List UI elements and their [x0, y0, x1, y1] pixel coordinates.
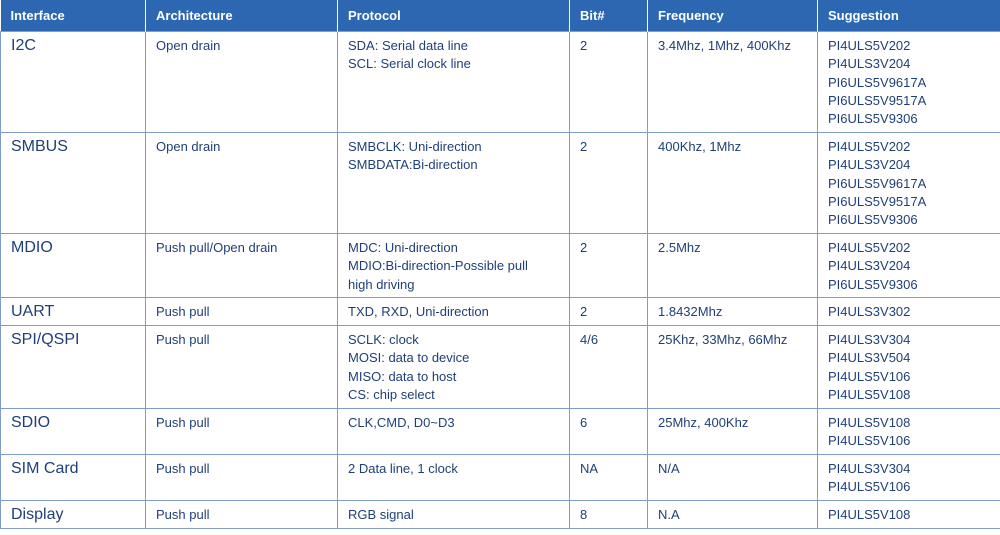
header-suggestion: Suggestion [818, 0, 1000, 32]
architecture-value: Push pull [156, 461, 210, 476]
table-row [1, 133, 1000, 234]
protocol-line: 2 Data line, 1 clock [348, 461, 458, 476]
suggestion-part-number: PI4ULS5V202 [828, 240, 911, 255]
suggestion-part-number: PI6ULS5V9306 [828, 212, 918, 228]
cell-architecture [146, 32, 338, 133]
suggestion-part-number: PI4ULS5V108 [828, 507, 911, 522]
interface-name: SPI/QSPI [11, 331, 80, 348]
table-row [1, 298, 1000, 326]
cell-interface [1, 501, 146, 529]
suggestion-part-number: PI6ULS5V9517A [828, 193, 927, 209]
architecture-value: Push pull [156, 507, 210, 522]
cell-bits [570, 501, 648, 529]
cell-frequency [648, 501, 818, 529]
suggestion-part-number: PI4ULS5V106 [828, 479, 911, 495]
bits-value: 2 [580, 139, 588, 154]
frequency-value: 2.5Mhz [658, 240, 701, 255]
cell-frequency [648, 455, 818, 501]
protocol-line: CS: chip select [348, 386, 435, 402]
suggestion-part-number: PI6ULS5V9617A [828, 74, 927, 90]
interface-name: SMBUS [11, 138, 68, 155]
cell-protocol [338, 326, 570, 409]
bits-value: 2 [580, 304, 588, 319]
table-row [1, 32, 1000, 133]
table-body [1, 32, 1000, 529]
protocol-line: MDC: Uni-direction [348, 240, 458, 255]
suggestion-part-number: PI4ULS5V106 [828, 368, 911, 384]
frequency-value: 400Khz, 1Mhz [658, 139, 742, 154]
protocol-line: SMBDATA:Bi-direction [348, 157, 478, 173]
cell-architecture [146, 326, 338, 409]
suggestion-part-number: PI4ULS5V108 [828, 415, 911, 430]
cell-architecture [146, 501, 338, 529]
architecture-value: Open drain [156, 38, 221, 53]
protocol-line: CLK,CMD, D0~D3 [348, 415, 455, 430]
header-protocol: Protocol [338, 0, 570, 32]
suggestion-part-number: PI6ULS5V9306 [828, 111, 918, 127]
cell-suggestion [818, 234, 1000, 298]
header-bits: Bit# [570, 0, 648, 32]
interface-name: UART [11, 303, 55, 320]
cell-frequency [648, 326, 818, 409]
cell-suggestion [818, 133, 1000, 234]
bits-value: NA [580, 461, 599, 476]
architecture-value: Push pull [156, 332, 210, 347]
architecture-value: Open drain [156, 139, 221, 154]
cell-interface [1, 455, 146, 501]
table-row [1, 326, 1000, 409]
interface-name: SDIO [11, 414, 51, 431]
interface-name: MDIO [11, 239, 53, 256]
cell-protocol [338, 32, 570, 133]
cell-interface [1, 298, 146, 326]
table-row [1, 234, 1000, 298]
cell-protocol [338, 298, 570, 326]
cell-frequency [648, 32, 818, 133]
table-header [1, 0, 1000, 32]
cell-bits [570, 32, 648, 133]
header-row [1, 0, 1000, 32]
bits-value: 4/6 [580, 332, 599, 347]
protocol-line: TXD, RXD, Uni-direction [348, 304, 489, 319]
bits-value: 2 [580, 240, 588, 255]
cell-suggestion [818, 501, 1000, 529]
architecture-value: Push pull [156, 304, 210, 319]
cell-suggestion [818, 409, 1000, 455]
cell-architecture [146, 455, 338, 501]
protocol-line: SMBCLK: Uni-direction [348, 139, 482, 154]
cell-architecture [146, 133, 338, 234]
frequency-value: 1.8432Mhz [658, 304, 723, 319]
cell-bits [570, 133, 648, 234]
cell-interface [1, 409, 146, 455]
suggestion-part-number: PI4ULS5V108 [828, 386, 911, 402]
cell-bits [570, 409, 648, 455]
table-row [1, 455, 1000, 501]
protocol-line: SCL: Serial clock line [348, 56, 471, 72]
cell-protocol [338, 133, 570, 234]
bits-value: 6 [580, 415, 588, 430]
cell-suggestion [818, 32, 1000, 133]
cell-suggestion [818, 326, 1000, 409]
cell-interface [1, 326, 146, 409]
suggestion-part-number: PI4ULS3V302 [828, 304, 911, 319]
cell-suggestion [818, 455, 1000, 501]
protocol-line: SDA: Serial data line [348, 38, 468, 53]
cell-architecture [146, 298, 338, 326]
cell-bits [570, 455, 648, 501]
suggestion-part-number: PI4ULS3V304 [828, 461, 911, 476]
cell-suggestion [818, 298, 1000, 326]
interface-name: Display [11, 506, 64, 523]
cell-interface [1, 32, 146, 133]
protocol-line: MOSI: data to device [348, 350, 470, 366]
protocol-line: RGB signal [348, 507, 414, 522]
protocol-line: MISO: data to host [348, 368, 457, 384]
cell-architecture [146, 234, 338, 298]
suggestion-part-number: PI4ULS5V106 [828, 433, 911, 449]
suggestion-part-number: PI4ULS3V504 [828, 350, 911, 366]
bits-value: 8 [580, 507, 588, 522]
frequency-value: 25Mhz, 400Khz [658, 415, 749, 430]
cell-protocol [338, 501, 570, 529]
cell-bits [570, 326, 648, 409]
suggestion-part-number: PI4ULS5V202 [828, 139, 911, 154]
protocol-line: SCLK: clock [348, 332, 419, 347]
frequency-value: 3.4Mhz, 1Mhz, 400Khz [658, 38, 791, 53]
header-interface: Interface [1, 0, 146, 32]
cell-bits [570, 298, 648, 326]
suggestion-part-number: PI4ULS5V202 [828, 38, 911, 53]
cell-architecture [146, 409, 338, 455]
suggestion-part-number: PI4ULS3V204 [828, 157, 911, 173]
protocol-line: MDIO:Bi-direction-Possible pull [348, 258, 528, 274]
suggestion-part-number: PI4ULS3V304 [828, 332, 911, 347]
frequency-value: N/A [658, 461, 680, 476]
suggestion-part-number: PI4ULS3V204 [828, 56, 911, 72]
cell-frequency [648, 234, 818, 298]
suggestion-part-number: PI4ULS3V204 [828, 258, 911, 274]
suggestion-part-number: PI6ULS5V9517A [828, 92, 927, 108]
table-row [1, 501, 1000, 529]
architecture-value: Push pull [156, 415, 210, 430]
interface-name: I2C [11, 37, 36, 54]
cell-interface [1, 234, 146, 298]
interface-name: SIM Card [11, 460, 79, 477]
cell-frequency [648, 133, 818, 234]
frequency-value: 25Khz, 33Mhz, 66Mhz [658, 332, 788, 347]
architecture-value: Push pull/Open drain [156, 240, 278, 255]
cell-frequency [648, 409, 818, 455]
header-frequency: Frequency [648, 0, 818, 32]
cell-frequency [648, 298, 818, 326]
frequency-value: N.A [658, 507, 680, 522]
suggestion-part-number: PI6ULS5V9617A [828, 175, 927, 191]
protocol-line: high driving [348, 276, 415, 292]
cell-protocol [338, 234, 570, 298]
bits-value: 2 [580, 38, 588, 53]
header-architecture: Architecture [146, 0, 338, 32]
cell-bits [570, 234, 648, 298]
table-row [1, 409, 1000, 455]
cell-interface [1, 133, 146, 234]
cell-protocol [338, 409, 570, 455]
suggestion-part-number: PI6ULS5V9306 [828, 276, 918, 292]
cell-protocol [338, 455, 570, 501]
